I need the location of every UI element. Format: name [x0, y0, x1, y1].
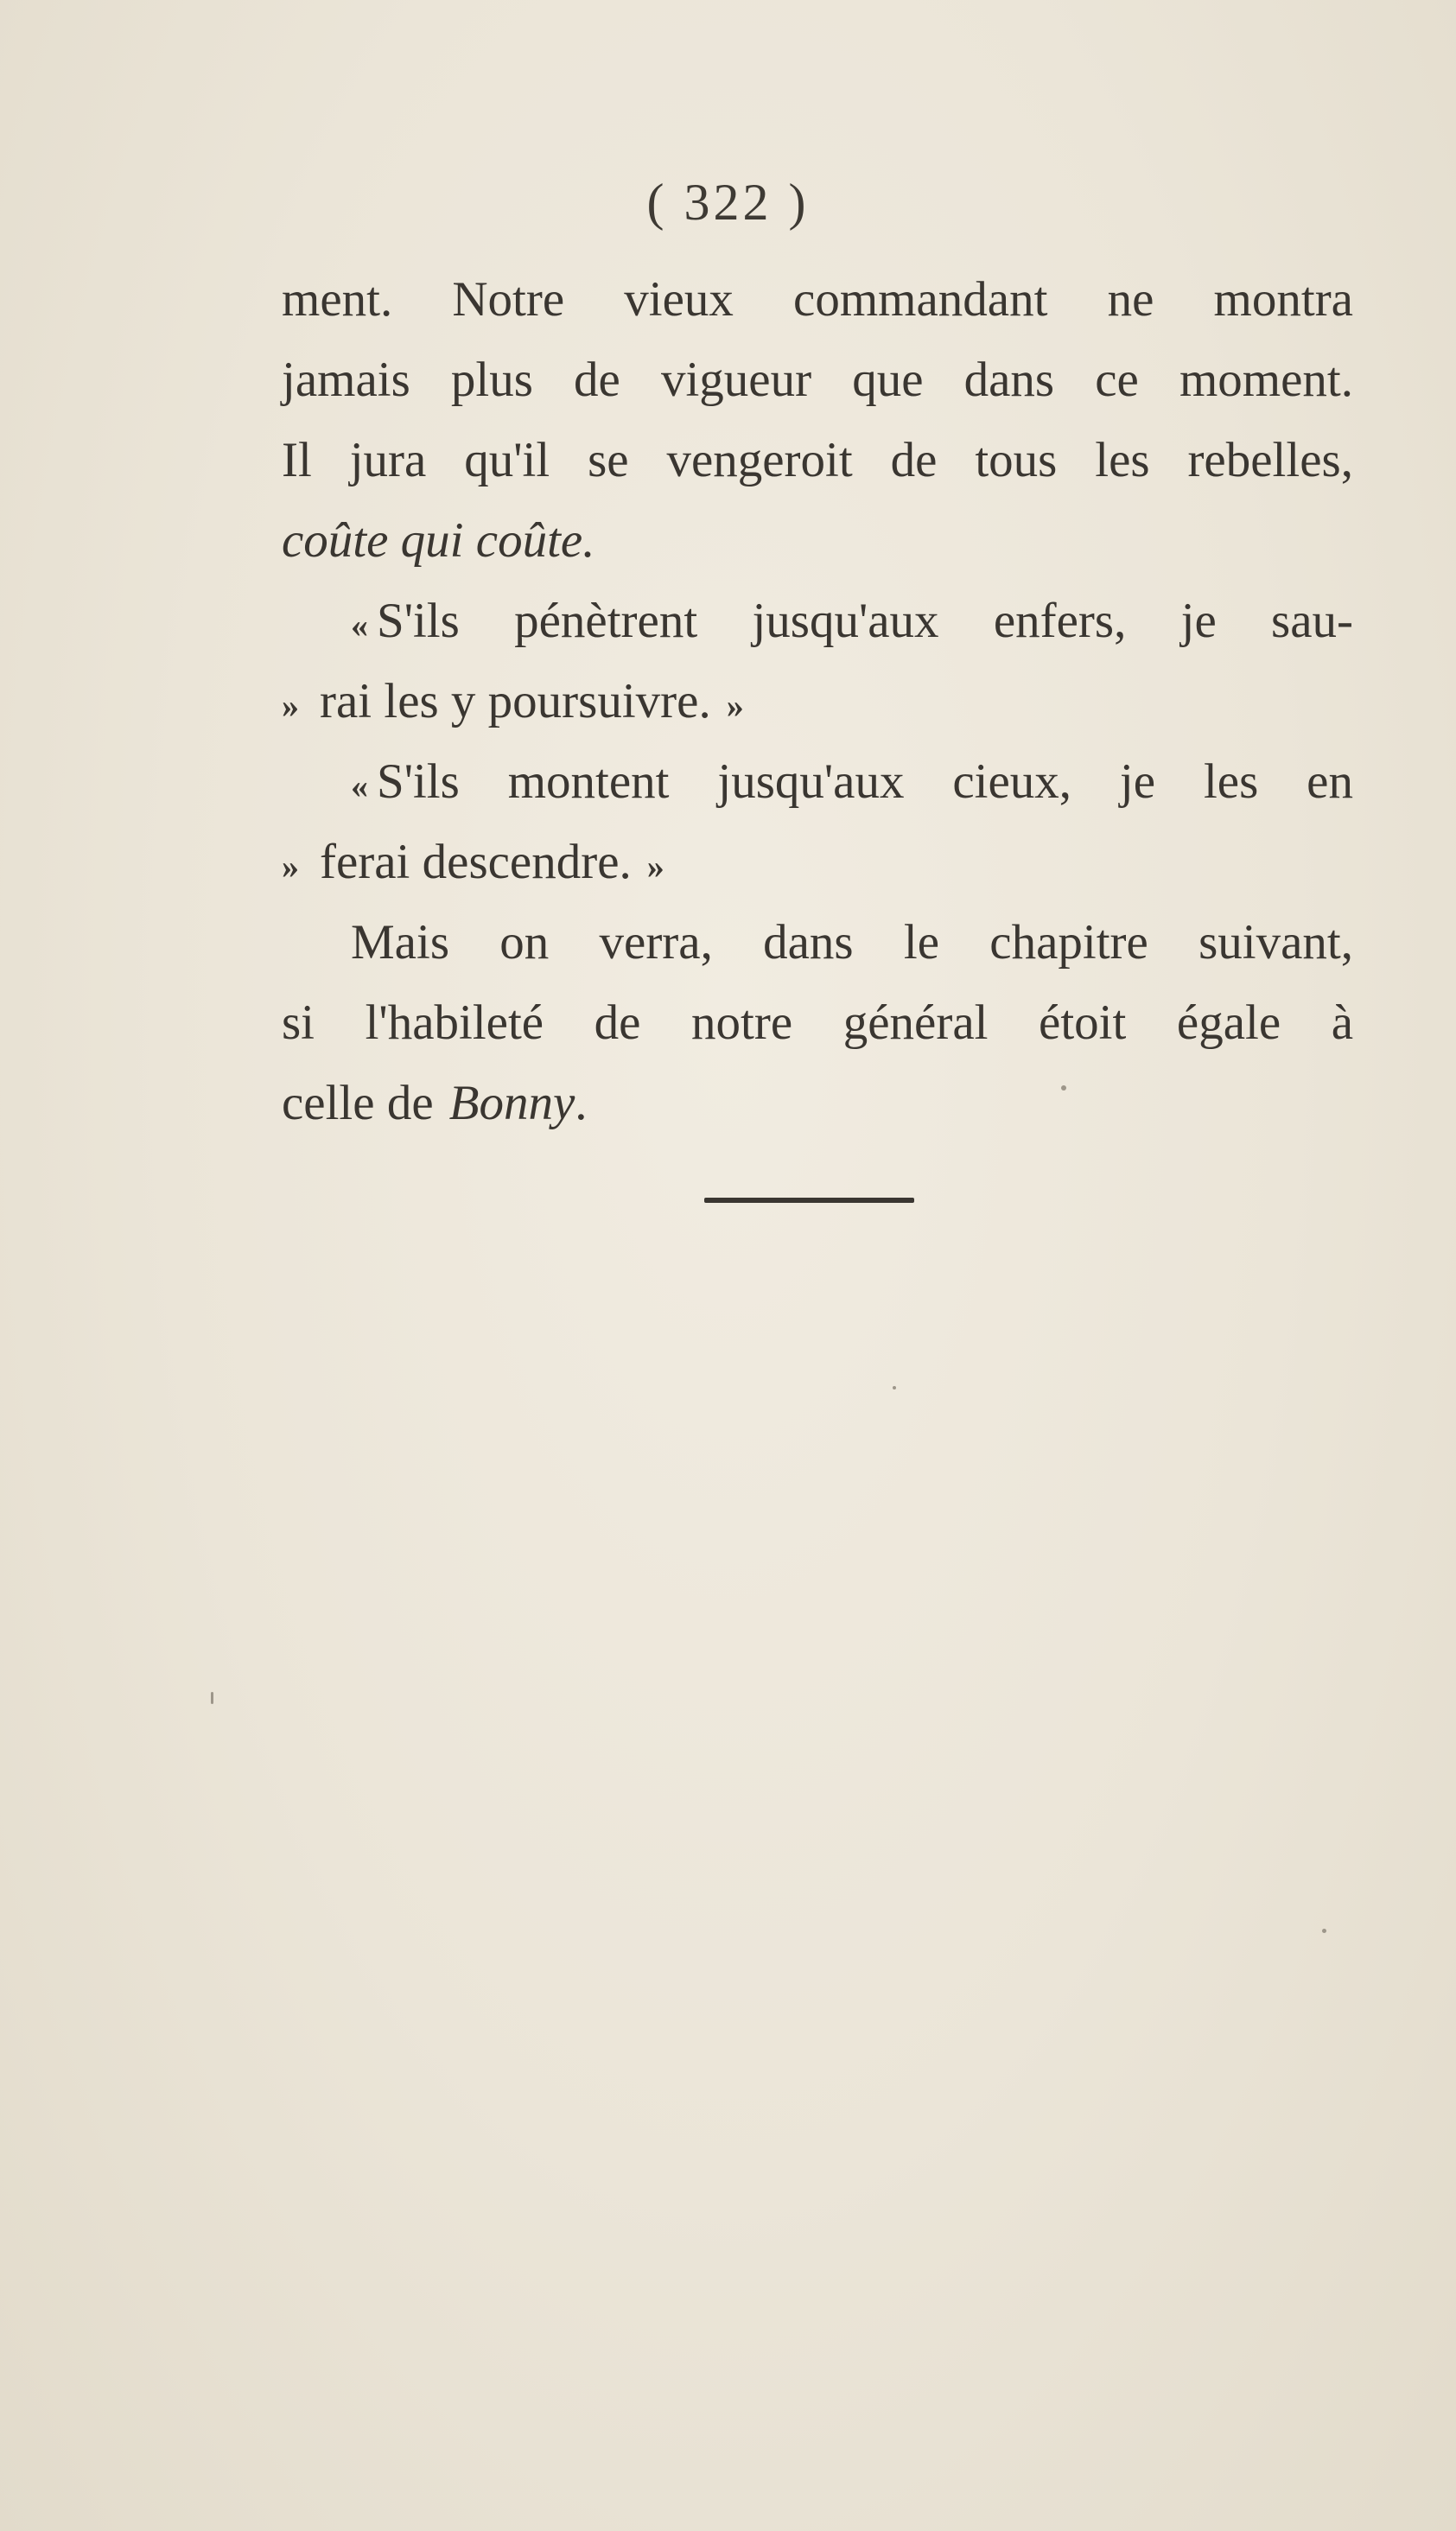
page-body — [282, 259, 1353, 1143]
text-line — [282, 661, 1353, 741]
word: ne — [1107, 272, 1154, 327]
text-line — [282, 741, 1353, 822]
page-number: ( 322 ) — [646, 174, 810, 231]
word: jusqu'aux — [752, 594, 939, 648]
text-line — [282, 581, 1353, 661]
word: je — [1180, 594, 1217, 648]
text-line — [282, 340, 1353, 420]
text-line — [282, 420, 1353, 500]
paper-speck — [893, 1386, 896, 1390]
paper-speck — [1061, 1085, 1066, 1091]
word: S'ils — [377, 754, 460, 809]
word: le — [903, 915, 939, 970]
word: suivant, — [1198, 915, 1353, 970]
word: S'ils — [377, 594, 460, 648]
text-line — [282, 500, 1353, 581]
section-divider-rule — [704, 1198, 914, 1203]
open-quote-mark: « — [351, 766, 368, 805]
word: montra — [1213, 272, 1353, 327]
text-line — [282, 259, 1353, 340]
continuation-quote-mark: » — [282, 686, 299, 725]
quote-line-start — [351, 581, 460, 665]
word: jamais — [282, 353, 410, 407]
word: sau- — [1271, 594, 1353, 648]
word: Il — [282, 433, 312, 487]
word: notre — [691, 995, 793, 1050]
word: général — [842, 995, 989, 1050]
line-end — [449, 1063, 588, 1143]
word: pénètrent — [514, 594, 698, 648]
word: dans — [963, 353, 1055, 407]
word: Mais — [351, 915, 449, 970]
word: commandant — [793, 272, 1048, 327]
word: les — [1095, 433, 1150, 487]
word: on — [499, 915, 550, 970]
word: je — [1119, 754, 1156, 809]
word: ce — [1095, 353, 1139, 407]
text-line — [282, 902, 1353, 983]
word: de — [594, 995, 641, 1050]
word: celle de — [282, 1076, 434, 1130]
word: vengeroit — [666, 433, 853, 487]
quote-line-start — [351, 741, 460, 826]
word: Notre — [452, 272, 565, 327]
continuation-quote-mark: » — [282, 847, 299, 886]
word: vieux — [624, 272, 734, 327]
paper-speck — [1322, 1929, 1326, 1933]
word: étoit — [1039, 995, 1127, 1050]
word: vigueur — [660, 353, 812, 407]
word: jusqu'aux — [717, 754, 905, 809]
word: égale — [1176, 995, 1281, 1050]
word: verra, — [599, 915, 713, 970]
word: moment. — [1179, 353, 1353, 407]
word: plus — [450, 353, 533, 407]
word: enfers, — [993, 594, 1127, 648]
text-line — [282, 983, 1353, 1063]
word: que — [852, 353, 924, 407]
quote-text: ferai descendre. — [320, 835, 632, 889]
word: ment. — [282, 272, 393, 327]
word: chapitre — [989, 915, 1148, 970]
close-quote-mark: » — [726, 686, 744, 725]
period: . — [575, 1076, 588, 1130]
word: qu'il — [464, 433, 550, 487]
word: tous — [975, 433, 1058, 487]
italic-phrase: coûte qui coûte. — [282, 513, 595, 568]
word: en — [1307, 754, 1353, 809]
word: de — [890, 433, 938, 487]
word: jura — [349, 433, 427, 487]
word: rebelles, — [1187, 433, 1353, 487]
word: dans — [763, 915, 854, 970]
text-line — [282, 1063, 1353, 1143]
word: l'habileté — [365, 995, 544, 1050]
word: si — [282, 995, 315, 1050]
word: à — [1331, 995, 1353, 1050]
word: se — [588, 433, 629, 487]
paper-speck — [211, 1692, 213, 1704]
word: de — [574, 353, 620, 407]
open-quote-mark: « — [351, 606, 368, 645]
close-quote-mark: » — [646, 847, 664, 886]
word: les — [1203, 754, 1259, 809]
word: cieux, — [952, 754, 1072, 809]
text-line — [282, 822, 1353, 902]
word: montent — [507, 754, 670, 809]
italic-name: Bonny — [448, 1076, 575, 1130]
quote-text: rai les y poursuivre. — [320, 674, 711, 728]
